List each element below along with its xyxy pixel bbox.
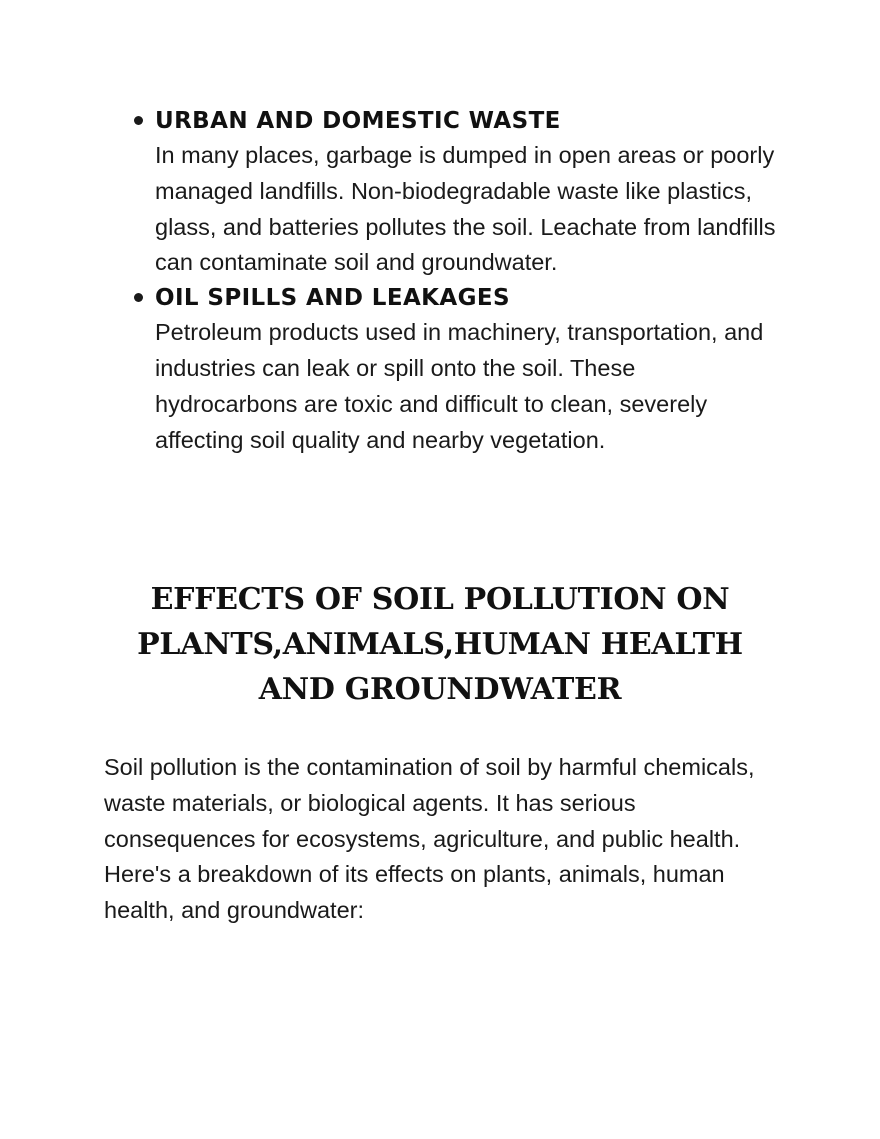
cause-description: Petroleum products used in machinery, transportation, and industries can leak or spill onto the soil. These hydrocarbons are toxic and difficult to clean, severely affecting soil quality and nearby vegetation. (155, 319, 764, 453)
bullet-icon (134, 293, 143, 302)
cause-description: In many places, garbage is dumped in open areas or poorly managed landfills. Non-biodegradable waste like plastics, glass, and batteries pollutes the soil. Leachate from landfills can contaminate soil and groundwater. (155, 142, 776, 276)
intro-paragraph: Soil pollution is the contamination of soil by harmful chemicals, waste materials, or biological agents. It has serious consequences for ecosystems, agriculture, and public health. Here's a breakdown of its effects on plants, animals, human health, and groundwater: (104, 754, 755, 924)
list-item (104, 281, 784, 458)
bullet-icon (134, 116, 143, 125)
cause-heading: URBAN AND DOMESTIC WASTE (155, 108, 561, 134)
section-title: EFFECTS OF SOIL POLLUTION ON PLANTS,ANIMALS,HUMAN HEALTH AND GROUNDWATER (137, 582, 743, 707)
cause-heading: OIL SPILLS AND LEAKAGES (155, 285, 510, 312)
causes-list (104, 104, 784, 458)
list-item (104, 104, 784, 281)
